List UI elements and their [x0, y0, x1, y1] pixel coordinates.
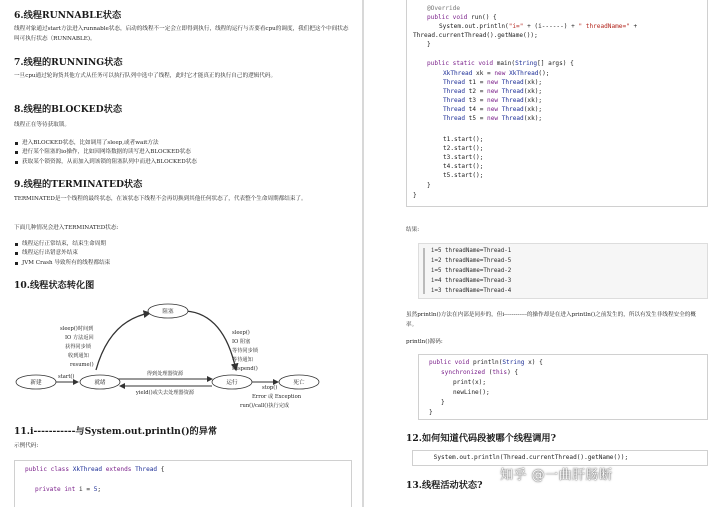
code-line: Thread t3 = new Thread(xk); — [443, 97, 543, 104]
heading-s12: 12.如何知道代码段被哪个线程调用? — [406, 433, 556, 444]
label-right-3: 等待通知 — [232, 357, 253, 363]
label-right-4: suspend() — [232, 366, 258, 372]
code-block-xkthread-main — [406, 0, 708, 207]
label-right-2: 等待同步锁 — [232, 348, 258, 354]
svg-text:就绪: 就绪 — [94, 380, 106, 386]
code-line: } — [427, 41, 431, 48]
code-line: Thread.currentThread().getName()); — [413, 32, 538, 39]
code-line: } — [427, 182, 431, 189]
label-stop-1: Error 或 Exception — [252, 394, 302, 400]
code-line: System.out.println("i=" + (i------) + " threadName=" + — [439, 23, 638, 30]
code-line: t4.start(); — [443, 163, 484, 170]
svg-text:阻塞: 阻塞 — [162, 309, 174, 315]
label-left-0: sleep()时间到 — [60, 326, 94, 332]
label-right-0: sleep() — [232, 330, 250, 336]
heading-s8: 8.线程的BLOCKED状态 — [14, 104, 123, 115]
list-item: 线程运行正常结束，结束生命周期 — [14, 240, 110, 249]
code-line: t5.start(); — [443, 172, 484, 179]
right-page — [364, 0, 718, 507]
paragraph-s11-sub: 示例代码: — [14, 443, 39, 449]
bullet-list-s9 — [14, 240, 110, 268]
label-stop-2: run()/call()执行完成 — [240, 403, 290, 409]
code-line: private int i = 5; — [35, 486, 102, 493]
output-block — [418, 243, 708, 299]
code-line: synchronized (this) { — [441, 369, 519, 376]
code-line: @Override — [427, 5, 461, 12]
thread-state-diagram — [14, 300, 354, 418]
svg-text:新建: 新建 — [30, 380, 42, 386]
label-get-cpu: 得到处理器资源 — [146, 371, 184, 377]
println-src-label: println()源码: — [406, 339, 443, 345]
output-line: i=5 threadName=Thread-1 — [431, 248, 512, 254]
code-line: } — [429, 409, 433, 416]
node-dead — [279, 375, 319, 389]
label-yield: yield()或失去处理器资源 — [135, 390, 195, 396]
arc-blocked-to-ready — [96, 313, 150, 370]
code-line: Thread t5 = new Thread(xk); — [443, 115, 543, 122]
node-running — [212, 375, 252, 389]
list-item: 线程运行出错意外结束 — [14, 249, 110, 258]
svg-text:死亡: 死亡 — [293, 380, 305, 386]
paragraph-s9-sub: 下面几种情况会进入TERMINATED状态: — [14, 225, 119, 231]
code-line: newLine(); — [453, 389, 490, 396]
svg-text:运行: 运行 — [226, 380, 238, 386]
list-item: 进入BLOCKED状态，比如调用了sleep,或者wait方法 — [14, 139, 197, 148]
heading-s11: 11.i-----------与System.out.println()的异常 — [14, 426, 218, 437]
code-line: public void println(String x) { — [429, 359, 543, 366]
output-line: i=4 threadName=Thread-3 — [431, 278, 512, 284]
output-line: i=5 threadName=Thread-2 — [431, 268, 512, 274]
code-line: Thread t2 = new Thread(xk); — [443, 88, 543, 95]
output-line: i=3 threadName=Thread-4 — [431, 288, 512, 294]
paragraph-println-note: 虽然println()方法在内部是同步的，但i------------的操作却是在进入println()之前发生的，所以有发生非线程安全的概率。 — [406, 312, 696, 328]
code-line: } — [413, 192, 417, 199]
list-item: 进行某个阻塞的io操作，比如因网络数据的读写进入BLOCKED状态 — [14, 148, 197, 157]
list-item: JVM Crash 导致所有的线程都结束 — [14, 259, 110, 268]
bullet-list-s8 — [14, 139, 197, 167]
code-block-xkthread-start — [14, 460, 352, 507]
paragraph-s6: 线程对象通过start方法进入runnable状态，启动的线程不一定会立即得到执行，线程的运行与否要看cpu的调度，我们把这个中间状态叫可执行状态（RUNNABLE)。 — [14, 26, 349, 42]
list-item: 获取某个锁资源，从而加入到该锁的阻塞队列中而进入BLOCKED状态 — [14, 158, 197, 167]
paragraph-s7: 一旦cpu通过轮询货其他方式从任务可以执行队列中选中了线程，此时它才能真正的执行自己的逻辑代码。 — [14, 73, 277, 79]
code-line: Thread t4 = new Thread(xk); — [443, 106, 543, 113]
code-line: print(x); — [453, 379, 487, 386]
label-start: start() — [58, 374, 75, 380]
heading-s6: 6.线程RUNNABLE状态 — [14, 10, 122, 21]
heading-s7: 7.线程的RUNNING状态 — [14, 57, 123, 68]
label-left-2: 获得同步锁 — [65, 344, 91, 350]
label-left-1: IO 方法返回 — [65, 335, 94, 341]
node-new — [16, 375, 56, 389]
zhihu-watermark: 知乎 @一曲肝肠断 — [500, 468, 613, 483]
label-right-1: IO 阻塞 — [232, 339, 251, 345]
code-line: public static void main(String[] args) { — [427, 60, 574, 67]
code-block-println — [418, 354, 708, 420]
paragraph-s9: TERMINATED是一个线程的最终状态，在该状态下线程不会再切换到其他任何状态了，代表整个生命周期都结束了。 — [14, 196, 307, 202]
node-blocked — [148, 304, 188, 318]
arc-running-to-blocked — [186, 311, 236, 370]
code-line: t1.start(); — [443, 136, 484, 143]
code-line: public class XkThread extends Thread { — [25, 466, 165, 473]
heading-s10: 10.线程状态转化图 — [14, 280, 95, 291]
code-line: XkThread xk = new XkThread(); — [443, 70, 550, 77]
label-stop-0: stop() — [262, 385, 278, 391]
code-line: Thread t1 = new Thread(xk); — [443, 79, 543, 86]
result-label: 结果: — [406, 227, 420, 233]
node-ready — [80, 375, 120, 389]
code-line: } — [441, 399, 445, 406]
heading-s9: 9.线程的TERMINATED状态 — [14, 179, 143, 190]
output-bar — [423, 248, 425, 294]
label-left-3: 收到通知 — [68, 353, 89, 359]
code-line: t3.start(); — [443, 154, 484, 161]
code-line: System.out.println(Thread.currentThread().getName()); — [419, 454, 629, 461]
paragraph-s8: 线程正在等待获取锁。 — [14, 122, 70, 128]
label-left-4: resume() — [70, 362, 94, 368]
code-line: public void run() { — [427, 14, 497, 21]
heading-s13: 13.线程活动状态? — [406, 480, 483, 491]
code-line: t2.start(); — [443, 145, 484, 152]
output-line: i=2 threadName=Thread-5 — [431, 258, 512, 264]
